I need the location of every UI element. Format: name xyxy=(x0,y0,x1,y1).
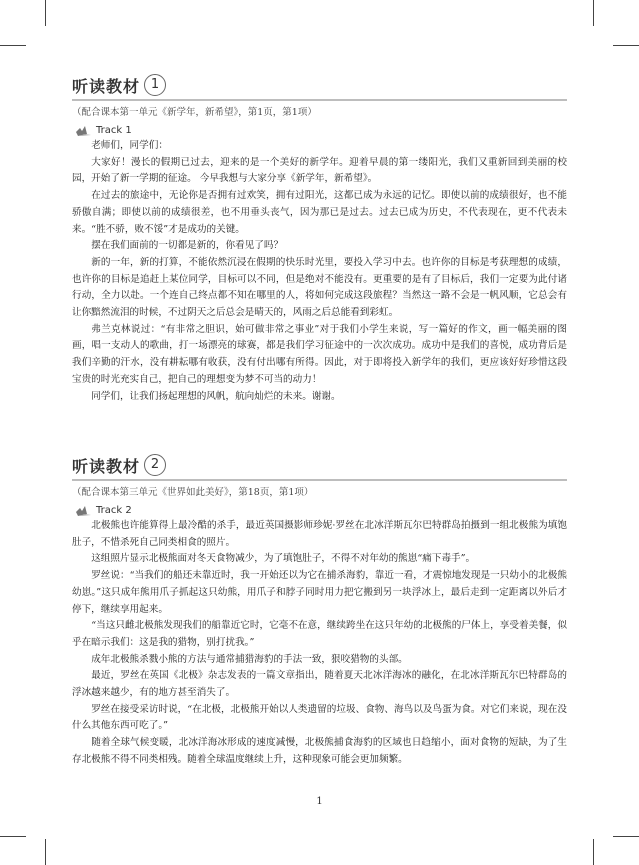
crop-mark-bottom-left-v xyxy=(45,839,46,865)
paragraph: 在过去的旅途中，无论你是否拥有过欢笑，拥有过阳光，这都已成为永远的记忆。即使以前的成绩很好，也不能骄傲自满；即使以前的成绩很差，也不用垂头丧气，因为那已是过去。过去已成为历史，不代表现在，更不代表未来。“胜不骄，败不馁”才是成功的关键。 xyxy=(72,190,567,235)
section-1 xyxy=(72,72,567,405)
paragraph: 随着全球气候变暖，北冰洋海冰形成的速度减慢，北极熊捕食海豹的区域也日趋缩小，面对食物的短缺，为了生存北极熊不得不同类相残。随着全球温度继续上升，这种现象可能会更加频繁。 xyxy=(72,737,567,765)
crop-mark-top-left-v xyxy=(45,0,46,26)
section-body xyxy=(72,518,567,769)
paragraph: 最近，罗丝在英国《北极》杂志发表的一篇文章指出，随着夏天北冰洋海冰的融化，在北冰洋斯瓦尔巴特群岛的浮冰越来越少，有的地方甚至消失了。 xyxy=(72,670,567,699)
paragraph: 罗丝说：“当我们的船还未靠近时，我一开始还以为它在捕杀海豹，靠近一看，才震惊地发现是一只幼小的北极熊幼崽。”这只成年熊用爪子抓起这只幼熊，用爪子和脖子同时用力把它搬到另一块浮冰上，最后走到一定距离以外后才停下，继续享用起来。 xyxy=(72,570,567,615)
section-body xyxy=(72,138,567,405)
speaker-icon xyxy=(74,505,92,517)
speaker-icon xyxy=(74,125,92,137)
audio-track[interactable] xyxy=(72,123,567,138)
track-label: Track 2 xyxy=(96,505,132,516)
source-note: （配合课本第一单元《新学年，新希望》，第1页，第1项） xyxy=(72,107,317,118)
section-2 xyxy=(72,452,567,769)
audio-track[interactable] xyxy=(72,503,567,518)
section-number-badge: 2 xyxy=(144,454,166,476)
section-heading xyxy=(72,72,567,98)
paragraph: 罗丝在接受采访时说，“在北极，北极熊开始以人类遗留的垃圾、食物、海鸟以及鸟蛋为食。对它们来说，现在没什么其他东西可吃了。” xyxy=(72,703,567,732)
paragraph: 老师们，同学们： xyxy=(91,140,168,151)
crop-mark-top-right-v xyxy=(593,0,594,26)
section-title: 听读教材 xyxy=(72,456,141,476)
crop-mark-bottom-right-h xyxy=(613,836,639,837)
crop-mark-top-left-h xyxy=(0,45,26,46)
section-heading xyxy=(72,452,567,478)
source-note: （配合课本第三单元《世界如此美好》，第18页，第1项） xyxy=(72,487,314,498)
paragraph: 同学们，让我们扬起理想的风帆，航向灿烂的未来。谢谢。 xyxy=(91,390,341,402)
page-number: 1 xyxy=(316,796,323,807)
crop-mark-bottom-left-h xyxy=(0,836,26,837)
paragraph: 新的一年，新的打算，不能依然沉浸在假期的快乐时光里，要投入学习中去。也许你的目标是考获理想的成绩，也许你的目标是追赶上某位同学，目标可以不同，但是绝对不能没有。更重要的是有了目标后，我们一定要为此付诸行动，全力以赴。一个连自己终点都不知在哪里的人，将如何完成这段旅程？当然这一路不会是一帆风顺，它总会有让你黯然流泪的时候，不过阴天之后总会是晴天的，风雨之后总能看到彩虹。 xyxy=(72,256,567,319)
paragraph: 大家好！漫长的假期已过去，迎来的是一个美好的新学年。迎着早晨的第一缕阳光，我们又重新回到美丽的校园，开始了新一学期的征途。 今早我想与大家分享《新学年，新希望》。 xyxy=(72,156,567,185)
paragraph: “当这只雌北极熊发现我们的船靠近它时，它毫不在意，继续跨坐在这只年幼的北极熊的尸体上，享受着美餐，似乎在暗示我们：这是我的猎物，别打扰我。” xyxy=(72,620,567,648)
paragraph: 成年北极熊杀戮小熊的方法与通常捕猎海豹的手法一致，狠咬猎物的头部。 xyxy=(91,653,408,665)
section-heading-rule xyxy=(72,99,567,101)
section-number-badge: 1 xyxy=(144,74,166,96)
paragraph: 这组照片显示北极熊面对冬天食物减少，为了填饱肚子，不得不对年幼的熊崽“痛下毒手”。 xyxy=(91,553,476,565)
paragraph: 摆在我们面前的一切都是新的，你看见了吗？ xyxy=(91,240,284,252)
paragraph: 北极熊也许能算得上最冷酷的杀手，最近英国摄影师珍妮·罗丝在北冰洋斯瓦尔巴特群岛拍摄到一组北极熊为填饱肚子，不惜杀死自己同类相食的照片。 xyxy=(72,520,567,548)
section-title: 听读教材 xyxy=(72,76,141,96)
crop-mark-top-right-h xyxy=(613,45,639,46)
crop-mark-bottom-right-v xyxy=(593,839,594,865)
track-label: Track 1 xyxy=(96,125,132,136)
paragraph: 弗兰克林说过：“有非常之胆识，始可做非常之事业”对于我们小学生来说，写一篇好的作文，画一幅美丽的图画，唱一支动人的歌曲，打一场漂亮的球赛，都是我们学习征途中的一次次成功。成功中是我们的喜悦，成功背后是我们辛勤的汗水，没有耕耘哪有收获，没有付出哪有所得。因此，对于即将投入新学年的我们，更应该好好珍惜这段宝贵的时光充实自己，把自己的理想变为梦不可当的动力！ xyxy=(72,323,567,385)
section-heading-rule xyxy=(72,479,567,481)
